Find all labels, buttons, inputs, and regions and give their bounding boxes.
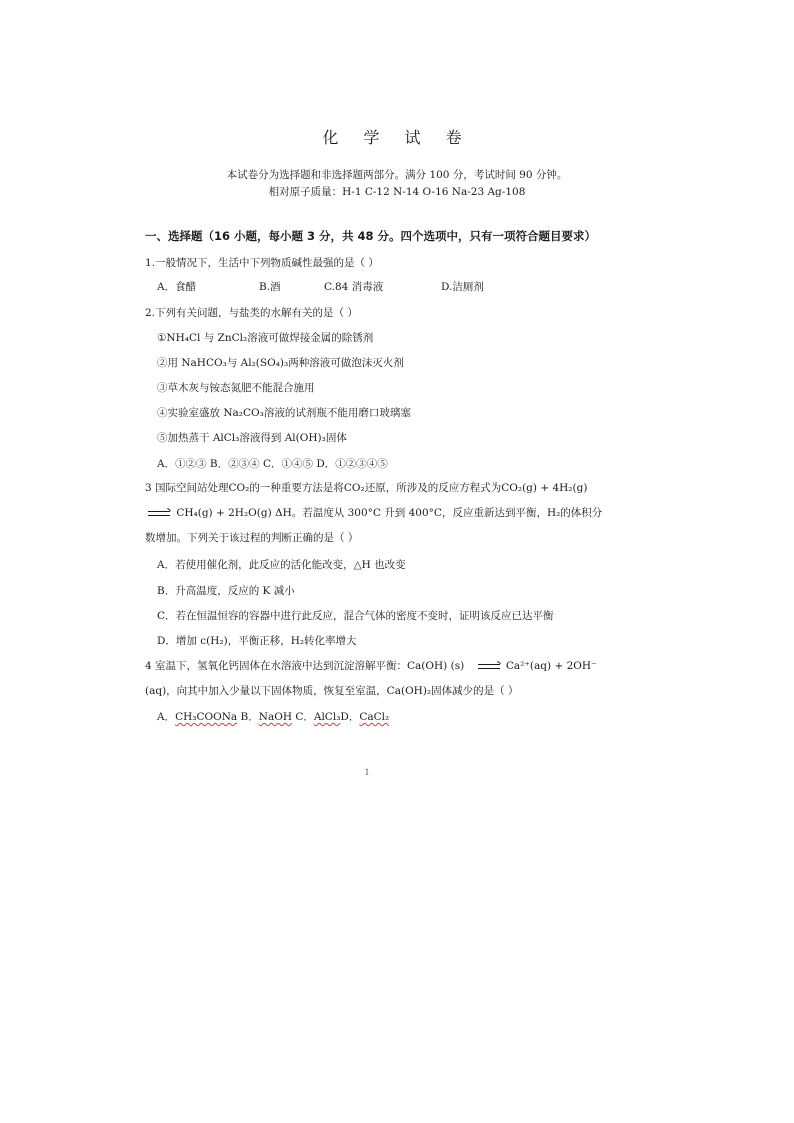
page-number: 1 xyxy=(364,768,370,777)
question-4-line-1-products: Ca²⁺(aq) + 2OH⁻ xyxy=(505,660,597,672)
question-4-line-1-text: 4 室温下，氢氧化钙固体在水溶液中达到沉淀溶解平衡：Ca(OH) (s) xyxy=(145,660,465,672)
exam-intro-line-2: 相对原子质量：H-1 C-12 N-14 O-16 Na-23 Ag-108 xyxy=(268,186,526,198)
question-1-stem: 1.一般情况下，生活中下列物质碱性最强的是（ ） xyxy=(145,257,379,269)
q2-item-2: ②用 NaHCO₃与 Al₂(SO₄)₃两种溶液可做泡沫灭火剂 xyxy=(157,357,404,369)
exam-intro-line-1: 本试卷分为选择题和非选择题两部分。满分 100 分，考试时间 90 分钟。 xyxy=(226,169,568,181)
q1-option-d: D.洁厕剂 xyxy=(441,281,484,293)
q2-item-1: ①NH₄Cl 与 ZnCl₂溶液可做焊接金属的除锈剂 xyxy=(157,332,374,344)
q2-options: A．①②③ B．②③④ C．①④⑤ D．①②③④⑤ xyxy=(157,458,388,470)
q4-option-a: CH₃COONa xyxy=(175,711,238,723)
question-3-line-2 xyxy=(145,505,602,520)
q4-option-d: CaCl₂ xyxy=(359,711,390,723)
q3-option-a: A．若使用催化剂，此反应的活化能改变，△H 也改变 xyxy=(157,559,406,571)
q3-option-d: D．增加 c(H₂)，平衡正移，H₂转化率增大 xyxy=(157,635,357,647)
q2-item-5: ⑤加热蒸干 AlCl₃溶液得到 Al(OH)₃固体 xyxy=(157,432,347,444)
question-3-line-1: 3 国际空间站处理CO₂的一种重要方法是将CO₂还原，所涉及的反应方程式为CO₂(g) + 4H₂(g) xyxy=(145,482,588,494)
equilibrium-arrow-icon xyxy=(478,663,500,670)
q1-option-b: B.酒 xyxy=(259,281,281,293)
q2-item-3: ③草木灰与铵态氮肥不能混合施用 xyxy=(157,382,315,394)
q4-options xyxy=(157,709,389,724)
question-3-line-2-text: CH₄(g) + 2H₂O(g) ΔH。若温度从 300°C 升到 400°C，反应重新达到平衡，H₂的体积分 xyxy=(176,507,603,519)
q1-option-c: C.84 消毒液 xyxy=(324,281,384,293)
equilibrium-arrow-icon xyxy=(148,510,170,517)
question-3-line-3: 数增加。下列关于该过程的判断正确的是（ ） xyxy=(145,532,359,544)
question-4-line-2: (aq)，向其中加入少量以下固体物质，恢复至室温，Ca(OH)₂固体减少的是（ ） xyxy=(145,685,519,697)
page-title: 化 学 试 卷 xyxy=(322,128,472,147)
q3-option-b: B．升高温度，反应的 K 减小 xyxy=(157,585,295,597)
q4-option-b-label: B． xyxy=(237,711,259,723)
q4-option-c: AlCl₃ xyxy=(313,711,341,723)
q3-option-c: C．若在恒温恒容的容器中进行此反应，混合气体的密度不变时，证明该反应已达平衡 xyxy=(157,610,554,622)
q2-item-4: ④实验室盛放 Na₂CO₃溶液的试剂瓶不能用磨口玻璃塞 xyxy=(157,407,411,419)
q4-option-b: NaOH xyxy=(258,711,292,723)
q1-option-a: A．食醋 xyxy=(157,281,197,293)
question-2-stem: 2.下列有关问题，与盐类的水解有关的是（ ） xyxy=(145,307,358,319)
q4-option-c-label: C． xyxy=(291,711,314,723)
q4-option-d-label: D． xyxy=(340,711,360,723)
question-4-line-1 xyxy=(145,658,597,673)
section-heading: 一、选择题（16 小题，每小题 3 分，共 48 分。四个选项中，只有一项符合题目要求） xyxy=(145,229,597,243)
q4-option-a-label: A． xyxy=(157,711,176,723)
question-1-options xyxy=(0,279,794,293)
